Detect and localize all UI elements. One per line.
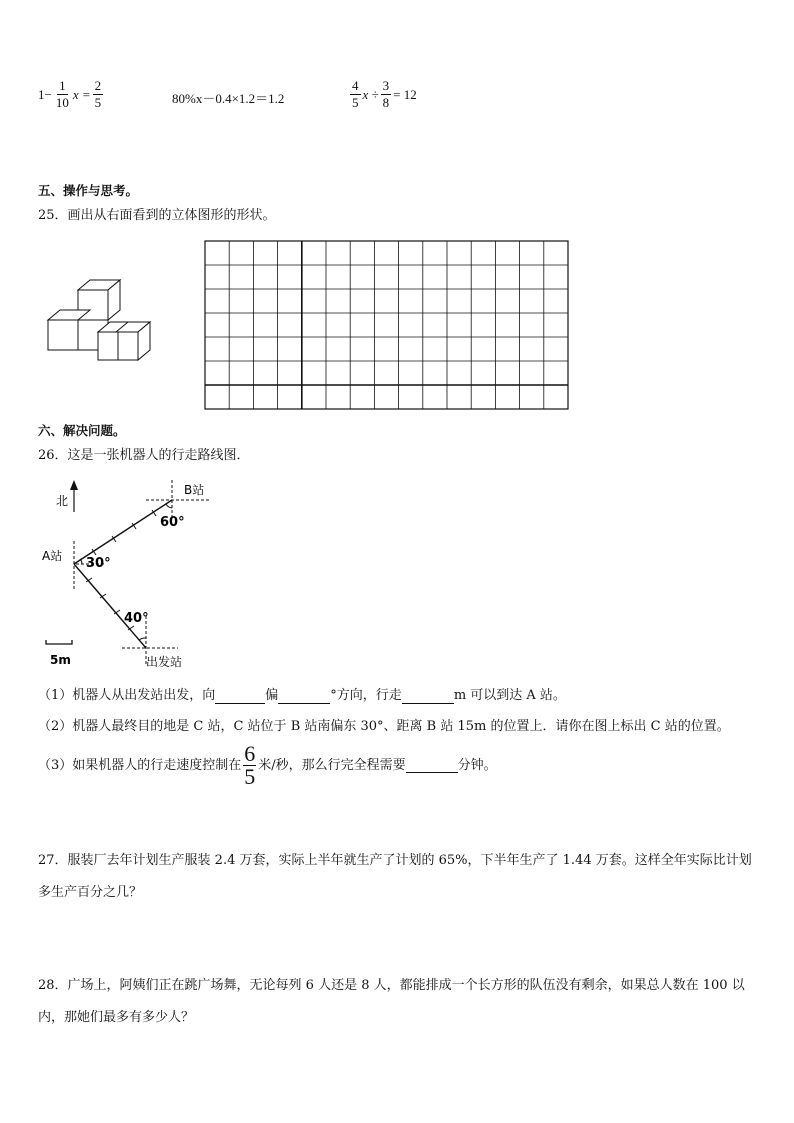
fraction-denominator: 5 [94,95,102,110]
scale-label: 5m [50,653,71,667]
scale-bar [46,640,72,644]
equation-1-lead: 1− [38,86,52,102]
equation-2: 80%x－0.4×1.2＝1.2 [172,91,285,106]
equation-3-fraction-1 [350,78,361,111]
equation-1 [38,78,105,111]
cube-figure [44,278,156,364]
question-26-part-3 [38,743,497,788]
route-a-to-b [74,500,172,564]
part-1-text-d: m 可以到达 A 站。 [453,688,566,703]
left-cube-front-face [48,320,78,350]
part-1-text-c: °方向，行走 [330,688,402,703]
b-station-label: B站 [184,483,205,497]
north-arrow-head [70,480,78,490]
part-1-text-b: 偏 [265,688,279,703]
fraction-numerator: 1 [59,78,66,93]
equation-1-fraction-2 [93,78,104,111]
route-start-to-a [74,564,146,648]
fraction-numerator: 2 [94,78,102,93]
question-25-text: 25．画出从右面看到的立体图形的形状。 [38,208,276,223]
start-station-label: 出发站 [146,655,183,669]
angle-start-label: 40° [124,611,149,626]
angle-b-label: 60° [160,515,185,530]
angle-b-arc [166,504,172,508]
part-1-distance-blank[interactable] [402,691,454,704]
route-map [38,476,238,676]
fraction-denominator: 5 [352,95,359,110]
equation-3-tail: = 12 [393,86,417,102]
section-6-heading: 六、解决问题。 [38,423,126,438]
part-3-time-blank[interactable] [406,758,458,773]
drawing-grid[interactable] [204,240,569,410]
part-1-angle-blank[interactable] [278,691,330,704]
part-3-text-a: （3）如果机器人的行走速度控制在 [38,757,242,773]
equation-3 [348,78,417,111]
fraction-numerator: 3 [382,78,390,93]
equation-1-fraction-1 [54,78,71,111]
equation-3-fraction-2 [381,78,392,111]
fraction-numerator: 6 [244,741,256,766]
a-station-label: A站 [42,549,63,563]
part-3-text-b: 米/秒，那么行完全程需要 [258,757,406,773]
equation-3-mid: x ÷ [362,86,379,102]
fraction-numerator: 4 [352,78,359,93]
angle-start-arc [139,638,146,640]
part-1-text-a: （1）机器人从出发站出发，向 [38,688,216,703]
angle-a-label: 30° [86,556,111,571]
question-26-text: 26．这是一张机器人的行走路线图． [38,448,250,463]
equation-1-mid: x = [72,86,91,102]
question-26-part-1 [38,688,566,704]
grid-border [205,241,568,409]
speed-fraction [243,743,256,788]
part-3-text-c: 分钟。 [457,757,497,773]
north-label: 北 [56,494,69,508]
section-5-heading: 五、操作与思考。 [38,183,139,198]
question-28-text: 28．广场上，阿姨们正在跳广场舞，无论每列 6 人还是 8 人，都能排成一个长方形的队伍没有剩余，如果总人数在 100 以内，那她们最多有多少人？ [38,978,745,1025]
fraction-denominator: 5 [244,764,256,789]
question-26-part-2: （2）机器人最终目的地是 C 站，C 站位于 B 站南偏东 30°、距离 B 站 15m 的位置上．请你在图上标出 C 站的位置。 [38,719,730,734]
fraction-denominator: 10 [55,95,69,110]
question-27-text: 27．服装厂去年计划生产服装 2.4 万套，实际上半年就生产了计划的 65%，下半年生产了 1.44 万套。这样全年实际比计划多生产百分之几？ [38,853,752,900]
part-1-direction-blank[interactable] [215,691,265,704]
fraction-denominator: 8 [382,95,390,110]
